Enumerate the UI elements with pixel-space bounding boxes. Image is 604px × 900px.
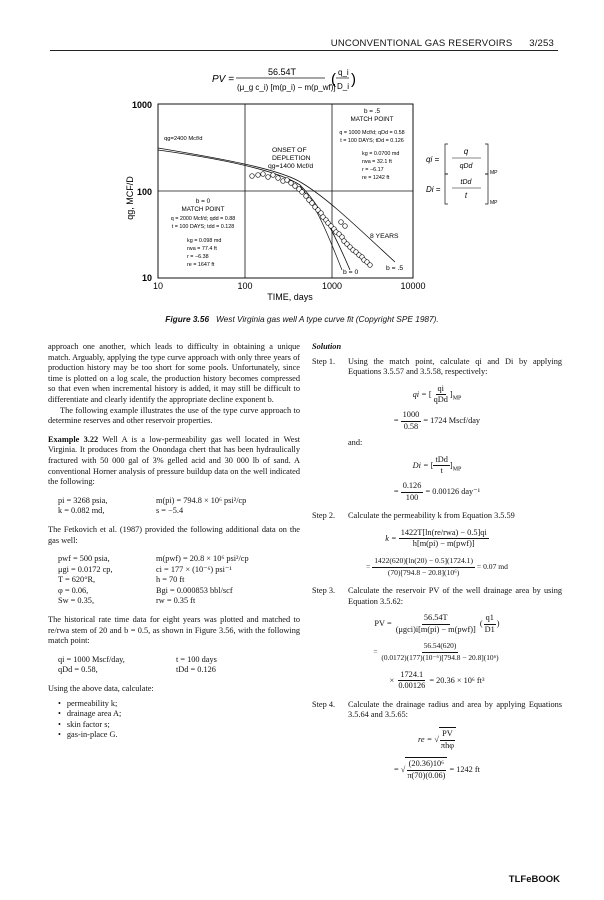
y-tick-100: 100 <box>136 187 152 197</box>
k-value-equation: = $\frac{1422(620)[\ln(20) - 0.5](1724.1)}{\text{(70)[794.8 − 20.8](10⁶)}}$ = 0.07 md <box>366 555 508 577</box>
pv-formula-rhs-num: q_i <box>338 68 349 77</box>
step-3 <box>312 586 562 607</box>
pv-equation: PV = $\frac{56.54T}{\text{(μgci)i[m(pi) − m(pwf)]}}$ ( $\frac{q1}{D1}$ ) <box>374 613 500 634</box>
step-2-label: Step 2. <box>312 511 336 521</box>
b05-curve-label: b = .5 <box>386 265 404 272</box>
step-4-text: Calculate the drainage radius and area by applying Equations 3.5.64 and 3.5.65: <box>348 699 562 720</box>
gas-phi: φ = 0.06, <box>58 585 89 595</box>
di-value-num: 0.126 <box>401 481 424 493</box>
example-title: Example 3.22 <box>48 434 99 444</box>
calc-item-permeability: • permeability k; <box>58 699 300 710</box>
gas-row-2 <box>48 565 300 576</box>
y-tick-10: 10 <box>141 273 152 283</box>
paragraph-5: Using the above data, calculate: <box>48 684 154 694</box>
qi-value-den: 0.58 <box>403 421 419 431</box>
qi-value-equation: = $\frac{1000}{0.58}$ = 1724 Mscf/day <box>393 409 481 431</box>
qi-eq-top: qi <box>436 384 446 396</box>
pv-formula-den: (μ_g c_i) [m(p_i) − m(p_wf)] <box>237 83 336 92</box>
step-1 <box>312 357 562 378</box>
pv-eq-num: 56.54T <box>422 613 450 625</box>
page-number: 3/253 <box>529 38 554 49</box>
k-value-num: 1422(620)[ln(20) − 0.5](1724.1) <box>372 556 475 568</box>
gas-mu: μgi = 0.0172 cp, <box>58 564 113 574</box>
di-eq-bot: t <box>440 466 443 476</box>
example-text: Well A is a low-permeability gas well located in West Virginia. It produces from the Onondaga chert that has been hydraulically fractured with 50 000 gal of 3% gelled acid and 30 000 lb of sand. A conventional Horner analysis of pressure buildup data on the well indicated the following: <box>48 434 300 487</box>
step-1-label: Step 1. <box>312 356 336 366</box>
data-s: s = −5.4 <box>156 506 184 516</box>
paragraph-2: The following example illustrates the use of the type curve approach to determine reserves and other reservoir properties. <box>48 405 300 426</box>
svg-text:(: ( <box>331 71 336 88</box>
re-equation: re = √ $\frac{PV}{\text{πhφ}}$ <box>417 729 455 750</box>
example-paragraph <box>48 435 300 488</box>
mp-left-q: q = 2000 Mcf/d; qdd = 0.88 <box>170 216 236 222</box>
k-value-den: (70)[794.8 − 20.8](10⁶) <box>387 567 460 577</box>
gas-row-3 <box>48 575 300 586</box>
solution-heading: Solution <box>312 342 342 351</box>
calc-item-skin: • skin factor s; <box>58 720 300 731</box>
k-eq-den: h[m(pi) − m(pwf)] <box>412 539 475 549</box>
data-row-2 <box>48 506 300 517</box>
k-equation <box>312 528 562 550</box>
eight-years-label: 8 YEARS <box>370 233 399 240</box>
re-value-num: (20.36)10⁶ <box>407 759 446 771</box>
step-1-text: Using the match point, calculate qi and Di by applying Equations 3.5.57 and 3.5.58, respectively: <box>348 356 562 377</box>
step-2 <box>312 511 562 522</box>
pv-result-value: = 20.36 × 10⁶ ft³ <box>429 675 485 685</box>
calc-item-area: • drainage area A; <box>58 709 300 720</box>
y-axis-label: qg, MCF/D <box>125 176 135 220</box>
re-eq-lhs: re = <box>417 735 433 745</box>
gas-row-5 <box>48 596 300 607</box>
re-eq-num: PV <box>440 729 455 741</box>
step-4 <box>312 700 562 721</box>
qi-eq-bot: qDd <box>433 395 448 405</box>
di-eq-sub: MP <box>452 466 462 473</box>
onset-line-3: qg=1400 Mcf/d <box>268 163 314 170</box>
param-right-r: r = −6.17 <box>362 167 384 173</box>
fig-qi-eq-top: q <box>463 147 469 156</box>
paragraph-4: The historical rate time data for eight years was plotted and matched to re/rwa stem of 20 and b = 0.5, as shown in Figure 3.56, with the following match point: <box>48 615 300 646</box>
gas-t: T = 620°R, <box>58 575 96 585</box>
step-3-text: Calculate the reservoir PV of the well drainage area by using Equation 3.5.62: <box>348 586 562 606</box>
gas-pwf: pwf = 500 psia, <box>58 554 110 564</box>
gas-row-1 <box>48 554 300 565</box>
pv-result-equation <box>312 670 562 692</box>
gas-mpwf: m(pwf) = 20.8 × 10⁶ psi²/cp <box>156 554 249 564</box>
gas-rw: rw = 0.35 ft <box>156 596 196 606</box>
di-value-den: 100 <box>405 492 419 502</box>
pv-eq-rd: D1 <box>484 624 495 634</box>
di-eq-top: tDd <box>433 455 449 467</box>
k-value-result: = 0.07 md <box>476 561 508 571</box>
step-3-label: Step 3. <box>312 586 336 596</box>
data-k: k = 0.082 md, <box>58 506 105 516</box>
x-tick-10000: 10000 <box>400 281 426 291</box>
param-left-rwa: rwa = 77.4 ft <box>187 246 217 252</box>
x-axis-label: TIME, days <box>267 292 313 302</box>
fig-qi-eq-lhs: qi = <box>426 155 440 164</box>
caption-text: West Virginia gas well A type curve fit (Copyright SPE 1987). <box>216 314 439 324</box>
re-value-den: π(70)(0.06) <box>407 770 446 780</box>
gas-bgi: Bgi = 0.000853 bbl/scf <box>156 585 233 595</box>
di-eq-lhs: Di = <box>412 460 429 470</box>
figure-caption <box>0 314 604 324</box>
fig-qi-eq-sub: MP <box>490 170 498 176</box>
left-column <box>48 342 300 741</box>
gas-row-4 <box>48 586 300 597</box>
di-value-equation: = $\frac{0.126}{100}$ = 0.00126 day⁻¹ <box>393 480 481 502</box>
calc-list <box>48 699 300 741</box>
param-right-rwa: rwa = 32.1 ft <box>362 159 392 165</box>
pv-value-equation: = $\frac{56.54(620)}{\text{(0.0172)(177)(10⁻⁶)[794.8 − 20.8](10⁶)}}$ <box>373 641 499 663</box>
fig-di-eq-top: tDd <box>460 179 472 186</box>
calc-item-gip: • gas-in-place G. <box>58 730 300 741</box>
match-t: t = 100 days <box>176 654 217 664</box>
gas-h: h = 70 ft <box>156 575 185 585</box>
fig-qi-eq-bot: qDd <box>459 163 473 170</box>
qi-eq-sub: MP <box>452 395 462 402</box>
qi-value-result: = 1724 Mscf/day <box>423 415 481 425</box>
pv-result-num: 1724.1 <box>398 670 425 682</box>
di-value-result: = 0.00126 day⁻¹ <box>425 486 481 496</box>
svg-text:): ) <box>351 71 356 88</box>
pv-result-den: 0.00126 <box>398 681 426 691</box>
pv-formula-rhs-den: D_i <box>337 82 350 91</box>
pv-eq-rq: q1 <box>484 613 496 625</box>
qi-equation: qi = [ $\frac{qi}{\text{qDd}}$ ]$_{MP}$ <box>412 383 462 405</box>
re-value-equation: = √ $\frac{\text{(20.36)10⁶}}{\pi(70)(0.06)}$ = 1242 ft <box>394 759 480 780</box>
step-2-text: Calculate the permeability k from Equation 3.5.59 <box>348 511 515 521</box>
gas-sw: Sw = 0.35, <box>58 596 95 606</box>
mp-right-title: MATCH POINT <box>350 116 394 123</box>
paragraph-3: The Fetkovich et al. (1987) provided the following additional data on the gas well: <box>48 524 300 545</box>
di-equation: Di = [ $\frac{\text{tDd}}{t}$ ]$_{MP}$ <box>412 454 462 476</box>
step-4-label: Step 4. <box>312 699 336 709</box>
pv-eq-lhs: PV = <box>374 619 392 629</box>
data-mpi: m(pi) = 794.8 × 10⁶ psi²/cp <box>156 495 247 505</box>
header-title: UNCONVENTIONAL GAS RESERVOIRS <box>330 38 513 49</box>
fig-di-eq-bot: t <box>464 191 468 200</box>
data-pi: pi = 3268 psia, <box>58 495 108 505</box>
match-tdd: tDd = 0.126 <box>176 665 216 675</box>
re-value-result: = 1242 ft <box>449 765 480 775</box>
paragraph-1: approach one another, which leads to difficulty in obtaining a unique match. Arguably, applying the type curve approach with only three years of production history may be too short for some pools. Unfortunately, since time is plotted on a log scale, the production history becomes compressed so that even when incremental history is added, it may still be difficult to differentiate and clearly identify the appropriate decline exponent b. <box>48 342 300 404</box>
fig-di-eq-sub: MP <box>490 200 498 206</box>
fig-di-eq-lhs: Di = <box>426 185 441 194</box>
match-row-1 <box>48 655 300 666</box>
param-right-re: re = 1242 ft <box>362 175 390 181</box>
gas-ci: ci = 177 × (10⁻⁶) psi⁻¹ <box>156 564 232 574</box>
match-qdd: qDd = 0.58, <box>58 665 98 675</box>
param-left-r: r = −6.38 <box>187 254 209 260</box>
pv-formula-num: 56.54T <box>268 67 297 77</box>
figure-type-curve <box>0 0 604 312</box>
re-eq-den: πhφ <box>440 740 455 750</box>
b0-curve-label: b = 0 <box>343 269 359 276</box>
mp-left-b: b = 0 <box>195 198 211 205</box>
qi-eq-lhs: qi = <box>412 389 427 399</box>
pv-formula-label: PV = <box>212 74 234 85</box>
mp-left-title: MATCH POINT <box>181 206 225 213</box>
mp-right-q: q = 1000 Mcf/d; qDd = 0.58 <box>339 130 405 136</box>
k-eq-num: 1422T[ln(re/rwa) − 0.5]qi <box>399 528 489 540</box>
pv-times: × <box>389 675 395 685</box>
x-tick-100: 100 <box>237 281 253 291</box>
qi-value-num: 1000 <box>401 410 422 422</box>
x-tick-10: 10 <box>152 281 164 291</box>
mp-left-t: t = 100 DAYS; tdd = 0.128 <box>171 224 235 230</box>
and-text: and: <box>348 438 363 448</box>
qg-initial-label: qg=2400 Mcf/d <box>164 136 203 142</box>
pv-eq-den: (μgci)i[m(pi) − m(pwf)] <box>395 624 476 634</box>
x-tick-1000: 1000 <box>321 281 343 291</box>
param-right-kg: kg = 0.0700 md <box>362 151 400 157</box>
match-qi: qi = 1000 Mscf/day, <box>58 654 125 664</box>
caption-number: Figure 3.56 <box>165 314 210 324</box>
match-row-2 <box>48 665 300 676</box>
y-tick-1000: 1000 <box>131 100 152 110</box>
onset-line-1: ONSET OF <box>272 147 307 154</box>
param-left-kg: kg = 0.098 md <box>187 238 222 244</box>
k-eq-lhs: k = <box>385 533 397 543</box>
onset-line-2: DEPLETION <box>272 155 311 162</box>
pv-value-num: 56.54(620) <box>422 641 459 653</box>
right-column <box>312 342 562 781</box>
param-left-re: re = 1647 ft <box>187 262 215 268</box>
mp-right-t: t = 100 DAYS; tDd = 0.126 <box>340 138 404 144</box>
pv-value-den: (0.0172)(177)(10⁻⁶)[794.8 − 20.8](10⁶) <box>381 653 499 663</box>
footer-watermark: TLFeBOOK <box>508 874 560 885</box>
production-data-points <box>250 172 373 268</box>
data-row-1 <box>48 496 300 507</box>
mp-right-b: b = .5 <box>364 108 380 115</box>
